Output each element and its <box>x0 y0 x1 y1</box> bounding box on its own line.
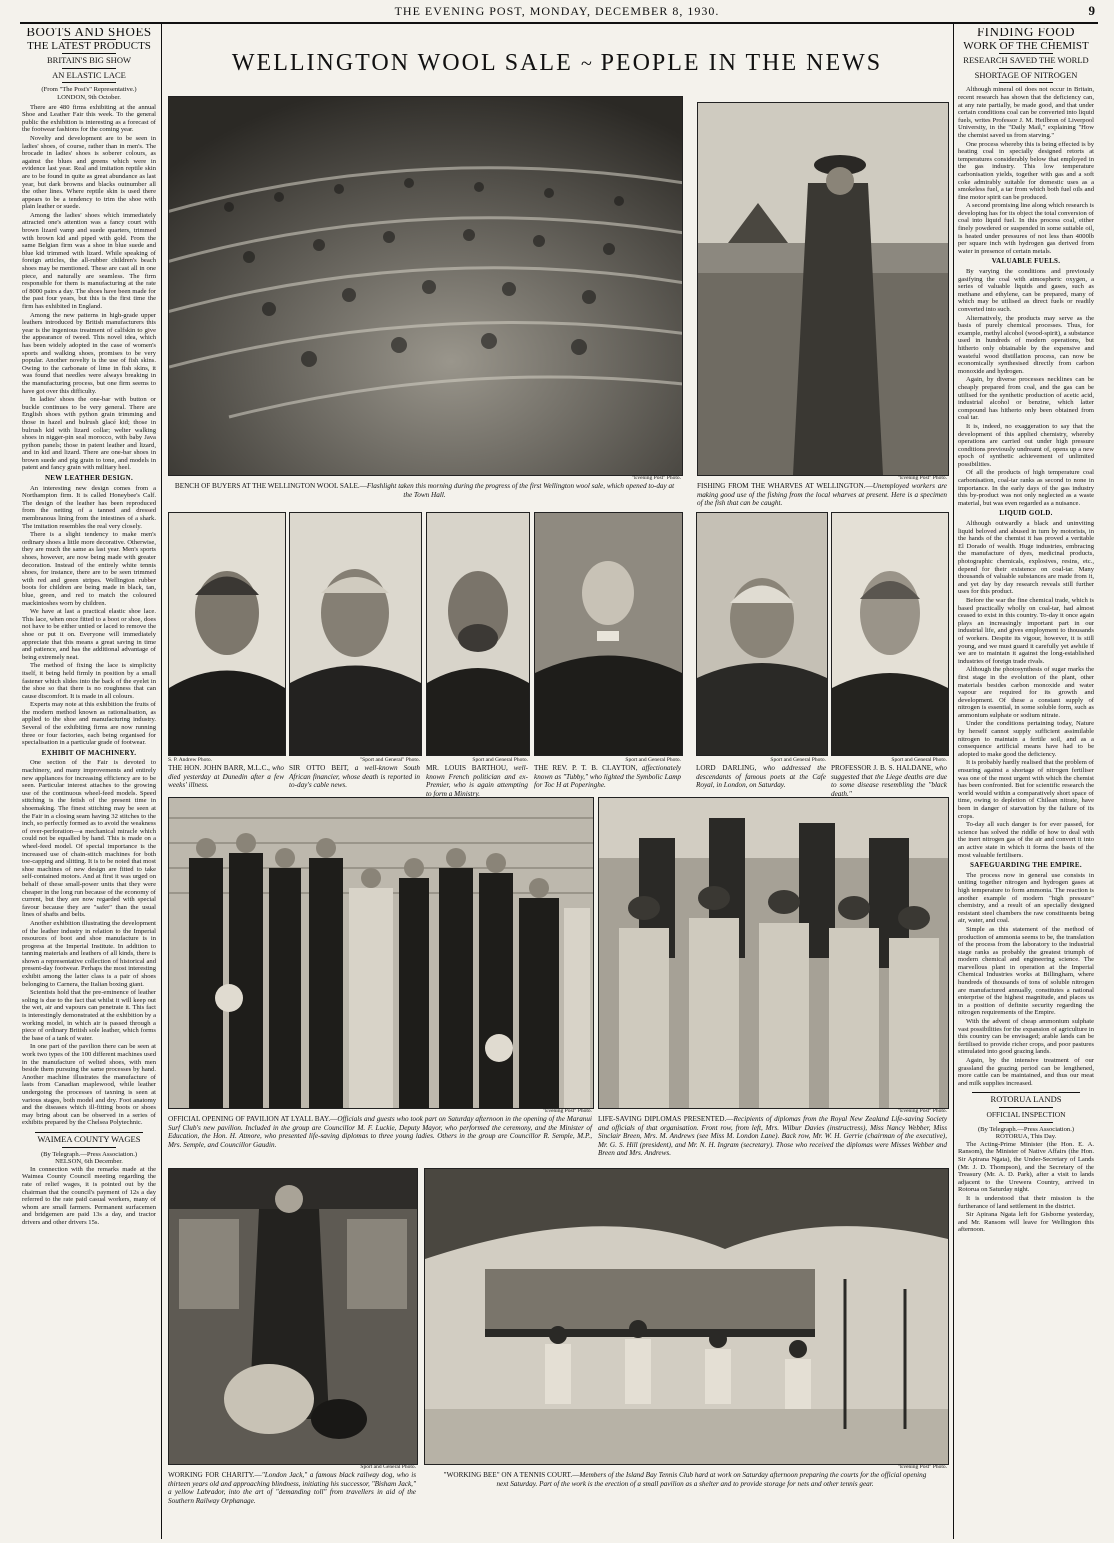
divider <box>62 53 116 54</box>
charity-photo <box>168 1168 418 1465</box>
masthead <box>0 0 1114 22</box>
portrait-caption <box>831 764 947 798</box>
page-banner <box>162 50 952 77</box>
rotorua-subhead: OFFICIAL INSPECTION <box>986 1109 1066 1119</box>
divider <box>972 1092 1081 1093</box>
paragraph: With the advent of cheap ammonium sulphate vast possibilities for the expansion of agriculture in this country can be envisaged; arable lands can be fertilised to provide richer crops, and poor pastures stimulated into good grazing lands. <box>958 1018 1094 1056</box>
subhead: EXHIBIT OF MACHINERY. <box>41 748 137 757</box>
tennis-credit: "Evening Post" Photo. <box>897 1464 947 1470</box>
paragraph: It is understood that their mission is the furtherance of land settlement in the district. <box>958 1194 1094 1210</box>
divider <box>999 68 1053 69</box>
paragraph: Again, by diverse processes necklines can be cheaply prepared from coal, and the gas can be utilised for the synthetic production of acetic acid, industrial alcohol or benzine, which latter compound has hitherto only been obtained from coal tar. <box>958 376 1094 422</box>
left-column <box>22 28 156 1538</box>
paragraph: An interesting new design comes from a Northampton firm. It is called Honeybee's Calf. The design of the leather has been reproduced from the netting of a tanned and dressed membranous lining from the intestines of a shark. The imitation resembles the real very closely. <box>22 484 156 530</box>
diplomas-caption <box>598 1115 947 1158</box>
paragraph: In connection with the remarks made at the Waimea County Council meeting regarding the rate of relief wages, it is pointed out by the chairman that the council's payment of 12s a day referred to the rate paid casual workers, many of whom are small farmers. Permanent surfacemen and bridgemen are paid 13s a day, and tractor drivers and other drivers 15s. <box>22 1165 156 1226</box>
caption-text: well-known French politician and ex-Premier, who is again attempting to form a Ministry. <box>426 764 529 798</box>
left-head-2: THE LATEST PRODUCTS <box>27 39 151 52</box>
caption-lead: SIR OTTO BEIT, <box>289 764 349 772</box>
subhead: LIQUID GOLD. <box>999 509 1053 518</box>
subhead: VALUABLE FUELS. <box>991 257 1061 266</box>
byline: (From "The Post's" Representative.) <box>41 86 137 94</box>
divider <box>35 1132 142 1133</box>
paragraph: To-day all such danger is for ever passed, for science has solved the riddle of how to deal with the inert nitrogen gas of the air and convert it into an active state in which it forms the basis of the most valuable fertilisers. <box>958 821 1094 859</box>
caption-text: Flashlight taken this morning during the progress of the first Wellington wool sale, which opened to-day at the Town Hall. <box>366 482 675 499</box>
fishing-credit: "Evening Post" Photo. <box>897 475 947 481</box>
paragraph: Among the new patterns in high-grade upper leathers introduced by British manufacturers this year is the ingenious treatment of calfskin to give the appearance of tweed. This novel idea, which has been widely adopted in the case of women's sports and walking shoes, promises to be very popular. Another novelty is the use of fish skins. Owing to the carbonate of lime in fish skins, it was found that needles were always breaking in the manufacturing process, but one firm seems to have got over this difficulty. <box>22 311 156 395</box>
masthead-title: THE EVENING POST, MONDAY, DECEMBER 8, 1930. <box>394 4 720 18</box>
caption-lead: LIFE-SAVING DIPLOMAS PRESENTED.— <box>598 1115 734 1123</box>
caption-text: who addressed the descendants of famous poets at the Cafe Royal, in London, on Saturday. <box>696 764 827 790</box>
portrait-credit: Sport and General Photo. <box>770 757 826 763</box>
divider <box>999 1107 1053 1108</box>
paragraph: The Acting-Prime Minister (the Hon. E. A. Ransom), the Minister of Native Affairs (the Hon. Sir Apirana Ngata), the Under-Secretary of Lands (Mr. J. D. Thompson), and the Secretary of the Treasury (Mr. A. D. Park), after a visit to lands adjacent to the Urewera Country, arrived in Rotorua on Saturday night. <box>958 1140 1094 1194</box>
waimea-dateline: NELSON, 6th December. <box>55 1158 123 1166</box>
portrait-caption <box>534 764 681 790</box>
portrait-caption <box>289 764 420 790</box>
paragraph: It is probably hardly realised that the problem of ensuring against a shortage of nitrogen fertiliser was one of the most urgent with which the chemist has been confronted. But for scientific research the world would within a comparatively short space of time, owing to depletion of Chilean nitrate, have been in danger of starvation by the failure of its crops. <box>958 759 1094 820</box>
paragraph: There is a slight tendency to make men's ordinary shoes a little more decorative. Otherwise, they are much the same as last year. Men's sports shoes, however, are now being made with greater decoration. Instead of the entirely white tennis shoes, for instance, there are to be seen trimmed with red and green stripes. Wellington rubber boots for children are being made in black, tan, blue, green, and red to match the coloured mackintoshes worn by children. <box>22 531 156 607</box>
portrait-photo <box>289 512 422 756</box>
rotorua-head: ROTORUA LANDS <box>990 1094 1062 1105</box>
paragraph: By varying the conditions and previously gasifying the coal with atmospheric oxygen, a series of valuable liquids and gases, such as methane and ethylene, can be prepared, many of which may be utilised as direct fuels or readily converted into such. <box>958 268 1094 313</box>
fishing-photo <box>697 102 949 476</box>
waimea-head: WAIMEA COUNTY WAGES <box>37 1133 141 1144</box>
charity-caption <box>168 1471 416 1505</box>
fishing-caption <box>697 482 947 508</box>
paragraph: Simple as this statement of the method of production of ammonia seems to be, the translation of the process from the laboratory to the industrial stage ranks as probably the greatest triumph of modern chemical and engineering science. The marvellous plant in operation at the Imperial Chemical Industries works at Billingham, where hundreds of thousands of tons of soluble nitrogen are manufactured annually, constitutes a national enterprise of the highest magnitude, and places us in a position of definite security regarding the nitrogen requirements of the Empire. <box>958 925 1094 1017</box>
dateline: LONDON, 9th October. <box>57 93 121 101</box>
portrait-caption <box>168 764 284 790</box>
caption-lead: MR. LOUIS BARTHOU, <box>426 764 508 772</box>
paragraph: In ladies' shoes the one-bar with button or buckle continues to be very general. There are English shoes with python grain trimming and those in hazel and bulrush glacé kid; those in bulrush kid with lizard collar; welter walking shoes in nigger-pin seal morocco, with baby Java python panels; those in patent leather and lizard, and in kid and lizard. There are one-bar shoes in brown suede and pig grain to tone, and models in patent and fancy grain with military heel. <box>22 396 156 472</box>
caption-lead: THE REV. P. T. B. CLAYTON, <box>534 764 638 772</box>
paragraph: One section of the Fair is devoted to machinery, and many improvements and entirely new appliances for increasing efficiency are to be seen. Particular interest attaches to the growing use of the continuous wheel-feed models. Speed stitching is the fetish of the present time in shoemaking. The finest stitching may be seen at the Fair in a closing seam having 32 stitches to the inch, so perfectly formed as to avoid the weakness of over-perforation—a mechanical miracle which could not be equalled by hand. This is made on a wheel-feed model. Of special importance is the increased use of chain-stitch machines for both toe-capping and slitting. It is to be noted that most shoe machines of new design are fitted to take self-contained motors. And at first it was urged on behalf of these small-power units that they were cheaper in the long run because of the economy of current, but they are now regarded with special favour because they are "safer" than the usual lines of shafts and belts. <box>22 759 156 919</box>
left-head-1: BOOTS AND SHOES <box>26 28 152 39</box>
caption-text: Officials and guests who took part on Saturday afternoon in the opening of the Maranui Surf Club's new pavilion. Included in the group are Councillor M. F. Luckie, Deputy Mayor, who performed the ceremony, and the Minister of Education, the Hon. H. Atmore, who presented life-saving diplomas to three young ladies. Others in the group are Councillor R. Semple, M.P., Mrs. Semple, and Councillor Gaudin. <box>168 1115 592 1149</box>
portrait-credit: Sport and General Photo. <box>625 757 681 763</box>
paragraph: Sir Apirana Ngata left for Gisborne yesterday, and Mr. Ransom will leave for Wellington this afternoon. <box>958 1211 1094 1234</box>
subhead: NEW LEATHER DESIGN. <box>44 474 134 483</box>
right-head-4: SHORTAGE OF NITROGEN <box>974 69 1078 80</box>
masthead-rule <box>20 22 1098 24</box>
right-head-1: FINDING FOOD <box>976 28 1076 39</box>
wool-sale-photo <box>168 96 683 476</box>
wool-sale-credit: "Evening Post" Photo. <box>631 475 681 481</box>
tennis-photo <box>424 1168 949 1465</box>
paragraph: Although the photosynthesis of sugar marks the first stage in the evolution of the plant, other materials besides carbon monoxide and water vapour are required for its growth and development. Of these a constant supply of nitrogen is essential, in some soluble form, such as ammonium sulphate or sodium nitrate. <box>958 666 1094 719</box>
portrait-credit: S. P. Andrew Photo. <box>168 757 213 763</box>
portrait-photo <box>696 512 828 756</box>
portrait-caption <box>426 764 528 798</box>
paragraph: We have at last a practical elastic shoe lace. This lace, when once fitted to a boot or shoe, does not have to be either untied or laced to remove the shoe or put it on. Everyone will immediately appreciate that this means a great saving in time and patience, and has the additional advantage of being extremely neat. <box>22 608 156 661</box>
caption-text: affectionately known as "Tubby," who lighted the Symbolic Lamp for Toc H at Poperinghe. <box>534 764 682 790</box>
divider <box>999 1122 1053 1123</box>
paragraph: Novelty and development are to be seen in ladies' shoes, of course, rather than in men's. The brocade in ladies' shoes is soberer colours, as against the blues and greens which were in evidence last year. Real and imitation reptile skin are to be found in quite as great abundance as last year, but dark browns and blacks outnumber all the other lines. Where reptile skin is used there appears to be a tendency to trim the shoe with plain leather or suede. <box>22 134 156 211</box>
paragraph: In one part of the pavilion there can be seen at work two types of the 100 different machines used in the manufacture of welted shoes, with men beside them pursuing the same processes by hand. Another machine illustrates the manufacture of lasts from Canadian maplewood, while leather undergoing the processes of taxning is seen at various stages, both model and dry. Foot anatomy and the diseases which ill-fitting boots or shoes may bring about can be observed in a series of exhibits prepared by the Chelsea Polytechnic. <box>22 1043 156 1127</box>
paragraph: It is, indeed, no exaggeration to say that the development of this applied chemistry, whereby operations are carried out under high pressure conditions previously undreamt of, opens up a new epoch of synthetic achievement of unlimited possibilities. <box>958 422 1094 468</box>
caption-lead: PROFESSOR J. B. S. HALDANE, <box>831 764 933 772</box>
portrait-photo <box>426 512 530 756</box>
caption-lead: BENCH OF BUYERS AT THE WELLINGTON WOOL SALE.— <box>174 482 367 490</box>
caption-lead: FISHING FROM THE WHARVES AT WELLINGTON.— <box>697 482 873 490</box>
caption-text: Recipients of diplomas from the Royal New Zealand Life-saving Society and officials of that organisation. Front row, from left, Mrs. Wilbur Davies (instructress), Miss Nancy Webber, Miss Sinclair Breen, Mrs. M. Andrews (see Miss M. London Lane). Back row, Mr. W. H. Gerrie (chairman of the executive), Mr. G. S. Hill (president), and Mr. N. H. Ingram (secretary). Those who received the diplomas were Misses Webber and Breen and Mrs. Andrews. <box>598 1115 948 1158</box>
column-rule-left <box>161 24 162 1539</box>
paragraph: Again, by the intensive treatment of our grassland the grazing period can be lengthened, more cattle can be maintained, and thus our meat and milk supplies increased. <box>958 1057 1094 1087</box>
subhead: SAFEGUARDING THE EMPIRE. <box>970 861 1082 870</box>
caption-text: a well-known South African financier, whose death is reported in to-day's cable news. <box>289 764 420 790</box>
paragraph: Scientists hold that the pre-eminence of leather soling is due to the fact that whilst it will keep out the wet, air and vapours can penetrate it. This fact is interestingly demonstrated at the exhibition by a working model, in which air is passed through a piece of ordinary British sole leather, which forms the base of a tank of water. <box>22 989 156 1042</box>
ornament-icon: ~ <box>580 53 601 75</box>
caption-lead: "WORKING BEE" ON A TENNIS COURT.— <box>443 1471 580 1479</box>
banner-right: PEOPLE IN THE NEWS <box>600 50 883 76</box>
paragraph: Of all the products of high temperature coal carbonisation, coal-tar ranks as second to none in importance. In the early days of the gas industry this by-product was not only neglected as a waste material, but was even regarded as a nuisance. <box>958 469 1094 507</box>
divider <box>62 1147 116 1148</box>
paragraph: Among the ladies' shoes which immediately attracted one's attention was a fancy court with brown lizard vamp and suede quarters, trimmed with brown kid and piped with gold. From the same Belgian firm was a shoe in blue suede and blue kid trimmed with lizard. While speaking of foreign articles, the all-rubber children's beach shoes may be mentioned. These are cast all in one piece, and naturally are seamless. The firm responsible for them is manufacturing at the rate of 8000 pairs a day. The shoes have been made for the past four years, but this is the first time the firm has exhibited in England. <box>22 211 156 310</box>
caption-text: who suggested that the Liege deaths are due to some disease resembling the "black death." <box>831 764 947 798</box>
portrait-credit: Sport and General Photo. <box>891 757 947 763</box>
charity-credit: Sport and General Photo. <box>360 1464 416 1470</box>
portrait-credit: Sport and General Photo. <box>472 757 528 763</box>
divider <box>999 82 1053 83</box>
wool-sale-caption <box>172 482 677 499</box>
diplomas-photo <box>598 797 949 1109</box>
portrait-credit: "Sport and General" Photo. <box>359 757 420 763</box>
paragraph: Although mineral oil does not occur in Britain, recent research has shown that the deficiency can, at any rate partially, be made good, and that under certain conditions coal can be converted into liquid fuels, writes Professor J. M. Heilbron of Liverpool University, in the "Daily Mail," explaining "How the chemist saved us from starving." <box>958 86 1094 139</box>
column-rule-right <box>953 24 954 1539</box>
caption-lead: WORKING FOR CHARITY.— <box>168 1471 262 1479</box>
caption-text: Members of the Island Bay Tennis Club hard at work on Saturday afternoon preparing the courts for the official opening next Saturday. Part of the work is the erection of a small pavilion as a shelter and to provide storage for nets and other tennis gear. <box>496 1471 927 1488</box>
portrait-caption <box>696 764 826 790</box>
pavilion-photo <box>168 797 594 1109</box>
pavilion-caption <box>168 1115 592 1149</box>
rotorua-byline: (By Telegraph.—Press Association.) <box>977 1125 1075 1133</box>
paragraph: Another exhibition illustrating the development of the leather industry in relation to the Imperial resources of boot and shoe manufacture is in progress at the Imperial Institute. In addition to tanning materials and leathers of all kinds, there is shown a representative collection of historical and present-day footwear. Perhaps the most interesting exhibit among the latter class is a pair of shoes belonging to Carnera, the Italian boxing giant. <box>22 919 156 988</box>
tennis-caption <box>440 1471 930 1488</box>
right-column <box>958 28 1094 1538</box>
paragraph: One process whereby this is being effected is by heating coal in specially designed retorts at temperatures considerably below that employed in the gas industry. This low temperature carbonisation yields, together with gas and a soft coke admirably suitable for domestic uses as a smokeless fuel, a tar from which both fuel oils and fine motor spirit can be produced. <box>958 140 1094 201</box>
caption-lead: OFFICIAL OPENING OF PAVILION AT LYALL BAY.— <box>168 1115 338 1123</box>
paragraph: The method of fixing the lace is simplicity itself, it being held firmly in position by a small fastener which slides into the back of the eyelet in the shoe so that there is no roughness that can cause discomfort. It is made in all colours. <box>22 662 156 700</box>
diplomas-credit: "Evening Post" Photo. <box>897 1108 947 1114</box>
left-head-3: BRITAIN'S BIG SHOW <box>47 55 131 66</box>
paragraph: A second promising line along which research is developing has for its object the total conversion of coal into liquid fuel. In this process coal, either finely powdered or suspended in some suitable oil, is heated under pressures of not less than 4000lb per square inch with hydrogen gas derived from water in presence of certain metals. <box>958 202 1094 255</box>
divider <box>999 53 1053 54</box>
paragraph: The process now in general use consists in uniting together nitrogen and hydrogen gases at high temperature to form ammonia. The reaction is another example of modern "high pressure" chemistry, and a result of an specially designed resistant steel chambers the raw constituents being air, water, and coal. <box>958 871 1094 925</box>
divider <box>62 82 116 83</box>
banner-left: WELLINGTON WOOL SALE <box>231 50 573 76</box>
pavilion-credit: "Evening Post" Photo. <box>542 1108 592 1114</box>
paragraph: Under the conditions pertaining today, Nature by herself cannot supply sufficient assimilable nitrogen to maintain a fertile soil, and as a consequence artificial means have had to be adopted to make good the deficiency. <box>958 720 1094 758</box>
paragraph: Although outwardly a black and uninviting liquid beloved and abused in turn by motorists, in the hands of the chemist it has proved a veritable El Dorado of wealth. Huge industries, embracing the manufacture of dyes, medicinal products, photographic chemicals, explosives, resins, etc., depend for their existence on coal-tar. Many thousands of valuable substances are made from it, and yet day by day research reveals still further uses for this product. <box>958 520 1094 596</box>
paragraph: Alternatively, the products may serve as the basis of purely chemical processes. Thus, for example, methyl alcohol (wood-spirit), a substance used in hundreds of modern operations, but hitherto only obtainable by the expensive and wasteful wood distillation process, can now be economically synthesised directly from carbon monoxide and hydrogen. <box>958 314 1094 375</box>
portrait-photo <box>831 512 949 756</box>
right-head-2: WORK OF THE CHEMIST <box>963 39 1089 52</box>
caption-lead: LORD DARLING, <box>696 764 757 772</box>
left-head-4: AN ELASTIC LACE <box>52 69 126 80</box>
caption-text: Unemployed workers are making good use of the fishing from the local wharves at present. Here is a specimen of the fish that can be caught. <box>697 482 948 508</box>
right-head-3: RESEARCH SAVED THE WORLD <box>963 55 1089 66</box>
paragraph: Experts may note at this exhibition the fruits of the modern method known as rationalisation, as applied to the shoe and manufacturing industry. Several of the exhibiting firms are now running three or four factories, each being organised for specialisation in a particular grade of footwear. <box>22 701 156 747</box>
paragraph: There are 480 firms exhibiting at the annual Shoe and Leather Fair this week. To the general public the exhibition is interesting as a forecast of the footwear fashions for the coming year. <box>22 103 156 134</box>
waimea-byline: (By Telegraph.—Press Association.) <box>40 1150 138 1158</box>
portrait-photo <box>168 512 286 756</box>
paragraph: Before the war the fine chemical trade, which is based practically wholly on coal-tar, had almost ceased to exist in this country. To-day it once again plays an increasingly important part in our industrial life, and gives employment to thousands of workers. Despite its vigour, however, it is still young, and we must guard it carefully yet awhile if we are to maintain it against the long-established industries of foreign trade rivals. <box>958 596 1094 665</box>
divider <box>62 68 116 69</box>
caption-lead: THE HON. JOHN BARR, M.L.C., <box>168 764 270 772</box>
rotorua-dateline: ROTORUA, This Day. <box>995 1133 1057 1141</box>
page-number: 9 <box>1088 3 1096 18</box>
caption-text: who died yesterday at Dunedin after a few weeks' illness. <box>168 764 285 790</box>
portrait-photo <box>534 512 683 756</box>
caption-text: "London Jack," a famous black railway dog, who is thirteen years old and approaching blindness, initiating his successor, "Bisham Jack," a yellow Labrador, into the art of "demanding toll" from travellers in aid of the Southern Railway Orphanage. <box>168 1471 416 1505</box>
